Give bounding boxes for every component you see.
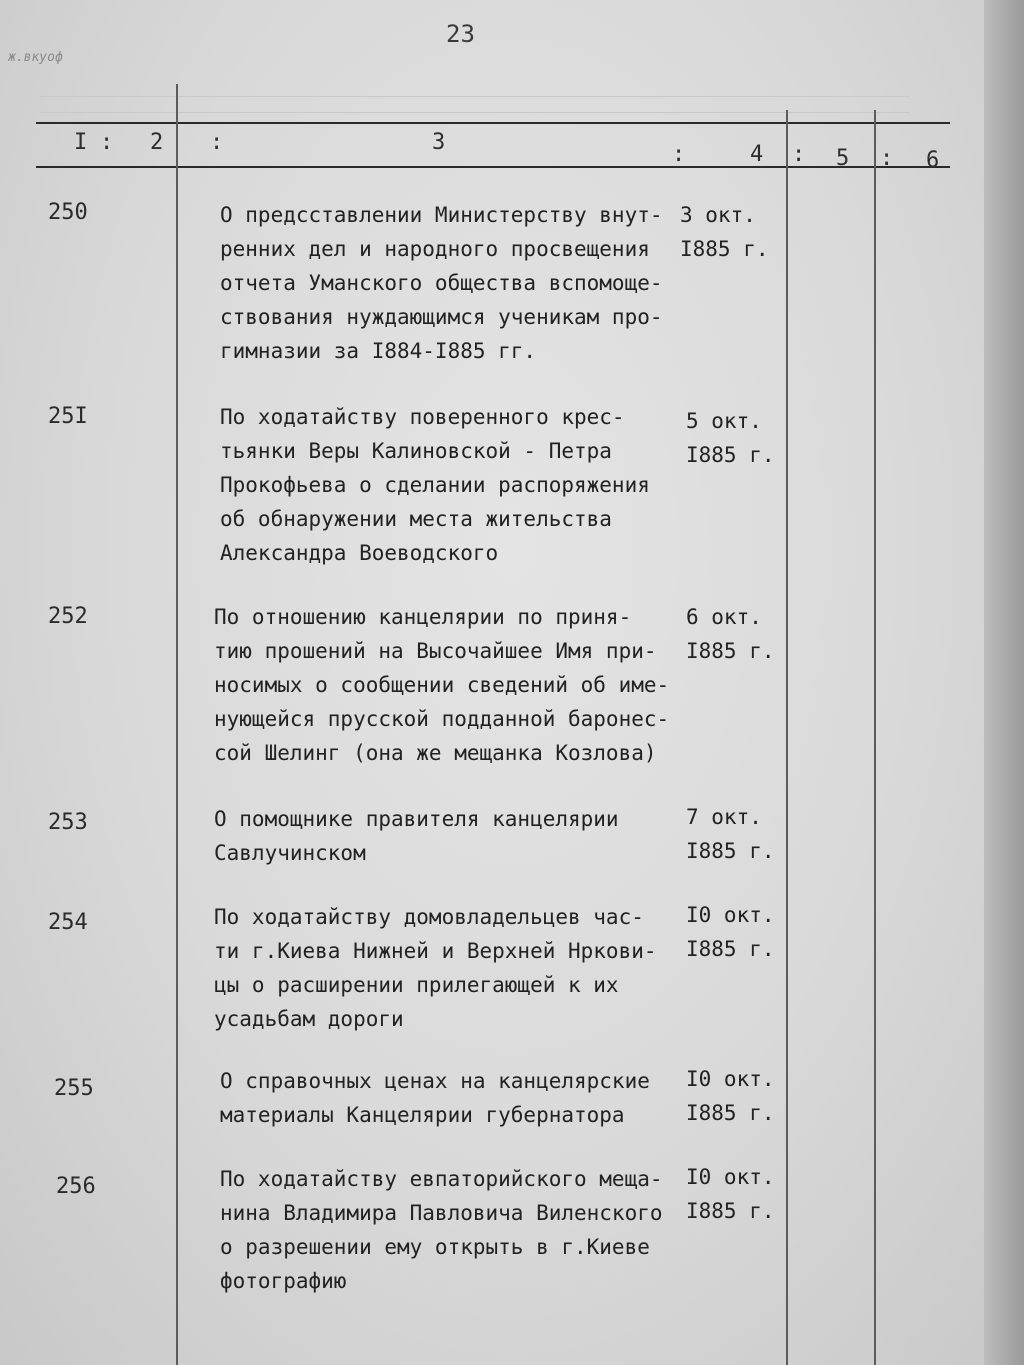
column-divider-5-6 [874,110,876,1365]
entry-number: 252 [48,604,88,629]
entry-date: 3 окт. I885 г. [680,203,769,261]
entry-number: 253 [48,810,88,835]
header-col-1: I [74,130,88,155]
entry-number: 25I [48,404,88,429]
entry-number: 250 [48,200,88,225]
header-sep: : [672,142,686,167]
header-sep: : [880,146,894,171]
header-col-3: 3 [432,130,446,155]
entry-number: 254 [48,910,88,935]
entry-description: О справочных ценах на канцелярские материалы Канцелярии губернатора [220,1069,650,1127]
header-col-4: 4 [750,142,764,167]
header-col-2: 2 [150,130,164,155]
entry-date: 6 окт. I885 г. [686,605,775,663]
column-divider-2-3 [176,84,178,1365]
page-number: 23 [446,20,475,48]
entry-number: 255 [54,1076,94,1101]
entry-date: 5 окт. I885 г. [686,409,775,467]
header-sep: : [100,130,114,155]
header-bottom-rule [36,166,950,168]
entry-date: 7 окт. I885 г. [686,805,775,863]
entry-date: I0 окт. I885 г. [686,903,775,961]
header-sep: : [792,142,806,167]
entry-number: 256 [56,1174,96,1199]
archive-stamp: ж.вкуоф [8,50,63,65]
header-col-6: 6 [926,148,940,173]
bleed-through-rule [40,112,910,113]
header-top-rule [36,122,950,124]
entry-date: I0 окт. I885 г. [686,1067,775,1125]
bleed-through-rule [40,96,910,97]
entry-description: По ходатайству поверенного крес- тьянки Веры Калиновской - Петра Прокофьева о сделании распоряжения об обнаружении места жительства Александра Воеводского [220,405,650,565]
entry-description: О помощнике правителя канцелярии Савлучинском [214,807,619,865]
page-edge-shadow [984,0,1024,1365]
entry-description: По ходатайству евпаторийского меща- нина Владимира Павловича Виленского о разрешении ему открыть в г.Киеве фотографию [220,1167,663,1293]
entry-description: По ходатайству домовладельцев час- ти г.Киева Нижней и Верхней Нркови- цы о расширении прилегающей к их усадьбам дороги [214,905,657,1031]
header-sep: : [210,130,224,155]
header-col-5: 5 [836,146,850,171]
entry-description: О предcставлении Министерству внут- ренних дел и народного просвещения отчета Уманского общества вспомоще- ствования нуждающимся ученикам про- гимназии за I884-I885 гг. [220,203,663,363]
entry-description: По отношению канцелярии по приня- тию прошений на Высочайшее Имя при- носимых о сообщении сведений об име- нующейся прусской подданной баронес- сой Шелинг (она же мещанка Козлова) [214,605,670,765]
entry-date: I0 окт. I885 г. [686,1165,775,1223]
